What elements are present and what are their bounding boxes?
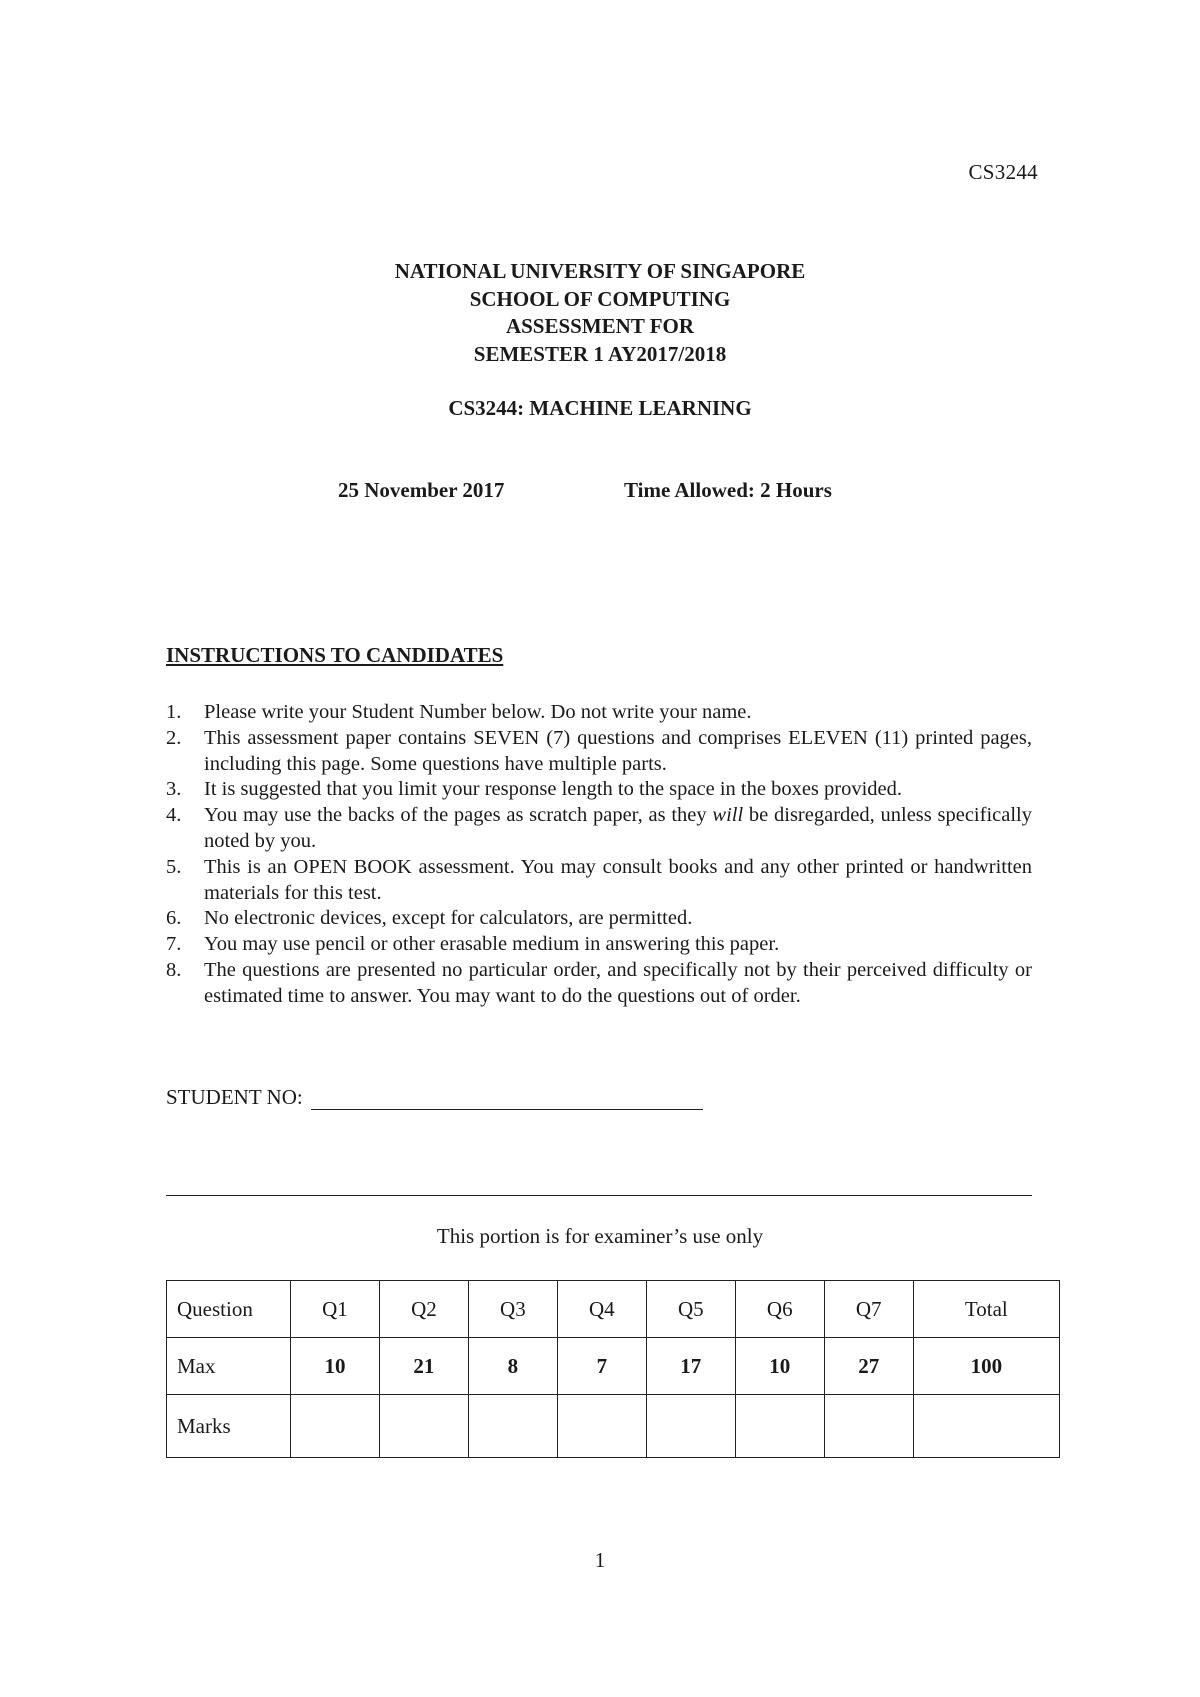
instruction-number: 1. <box>166 701 182 723</box>
exam-header <box>0 258 1200 368</box>
marks-cell-q5[interactable] <box>646 1395 735 1458</box>
course-title: CS3244: MACHINE LEARNING <box>448 396 752 420</box>
marks-cell-q2[interactable] <box>379 1395 468 1458</box>
instruction-text: This assessment paper contains SEVEN (7) questions and comprises ELEVEN (11) printed pages, including this page. Some questions have multiple parts. <box>204 726 1032 775</box>
max-total: 100 <box>913 1338 1059 1395</box>
time-allowed: Time Allowed: 2 Hours <box>624 478 832 502</box>
marks-cell-q3[interactable] <box>468 1395 557 1458</box>
instruction-number: 8. <box>166 958 182 981</box>
question-header-q5: Q5 <box>646 1281 735 1338</box>
marks-table <box>166 1280 1060 1458</box>
marks-row <box>167 1395 1060 1458</box>
instructions-list <box>166 700 1032 1010</box>
max-row <box>167 1338 1060 1395</box>
instruction-text: Please write your Student Number below. Do not write your name. <box>204 701 752 723</box>
student-number-blank[interactable] <box>311 1087 703 1110</box>
instruction-item <box>166 906 1032 932</box>
instruction-text: The questions are presented no particular order, and specifically not by their perceived difficulty or estimated time to answer. You may want to do the questions out of order. <box>204 958 1032 1007</box>
question-header-q3: Q3 <box>468 1281 557 1338</box>
section-divider <box>166 1195 1032 1196</box>
student-number-label: STUDENT NO: <box>166 1085 303 1109</box>
instruction-item <box>166 803 1032 855</box>
exam-date: 25 November 2017 <box>338 478 505 502</box>
student-number-field <box>166 1085 703 1110</box>
instruction-item <box>166 958 1032 1010</box>
examiner-note: This portion is for examiner’s use only <box>436 1224 764 1248</box>
instruction-number: 7. <box>166 933 182 956</box>
instruction-item <box>166 700 1032 726</box>
question-header-total: Total <box>913 1281 1059 1338</box>
page-number: 1 <box>594 1548 606 1572</box>
semester-label: SEMESTER 1 AY2017/2018 <box>473 341 727 366</box>
assessment-label: ASSESSMENT FOR <box>505 314 695 338</box>
university-name: NATIONAL UNIVERSITY OF SINGAPORE <box>394 259 806 283</box>
instruction-item <box>166 932 1032 958</box>
max-q1: 10 <box>291 1338 380 1395</box>
instructions-heading: INSTRUCTIONS TO CANDIDATES <box>166 643 504 667</box>
instruction-item <box>166 777 1032 803</box>
marks-cell-q7[interactable] <box>824 1395 913 1458</box>
instruction-number: 2. <box>166 726 182 749</box>
marks-label: Marks <box>167 1395 291 1458</box>
marks-cell-q6[interactable] <box>735 1395 824 1458</box>
marks-cell-q4[interactable] <box>557 1395 646 1458</box>
instruction-emphasis: will <box>712 804 744 827</box>
instruction-text: This is an OPEN BOOK assessment. You may consult books and any other printed or handwritten materials for this test. <box>204 855 1032 904</box>
instruction-number: 4. <box>166 804 182 827</box>
instruction-text: No electronic devices, except for calculators, are permitted. <box>204 907 693 930</box>
school-name: SCHOOL OF COMPUTING <box>469 286 731 311</box>
question-header-q1: Q1 <box>291 1281 380 1338</box>
max-q7: 27 <box>824 1338 913 1395</box>
question-row <box>167 1281 1060 1338</box>
question-label: Question <box>167 1281 291 1338</box>
instruction-text: You may use pencil or other erasable medium in answering this paper. <box>204 933 780 956</box>
question-header-q7: Q7 <box>824 1281 913 1338</box>
max-q2: 21 <box>379 1338 468 1395</box>
instruction-text-continued: be disregarded, unless specifically noted by you. <box>204 804 1032 852</box>
instruction-text: You may use the backs of the pages as scratch paper, as they <box>204 804 713 827</box>
instruction-item <box>166 855 1032 907</box>
instruction-number: 3. <box>166 778 182 801</box>
marks-cell-q1[interactable] <box>291 1395 380 1458</box>
instruction-item <box>166 726 1032 778</box>
max-q5: 17 <box>646 1338 735 1395</box>
max-q4: 7 <box>557 1338 646 1395</box>
max-q3: 8 <box>468 1338 557 1395</box>
question-header-q2: Q2 <box>379 1281 468 1338</box>
instruction-text: It is suggested that you limit your response length to the space in the boxes provided. <box>204 778 903 801</box>
instruction-number: 5. <box>166 855 182 878</box>
question-header-q6: Q6 <box>735 1281 824 1338</box>
max-label: Max <box>167 1338 291 1395</box>
max-q6: 10 <box>735 1338 824 1395</box>
course-code: CS3244 <box>968 160 1038 184</box>
instruction-number: 6. <box>166 907 182 930</box>
question-header-q4: Q4 <box>557 1281 646 1338</box>
marks-cell-total[interactable] <box>913 1395 1059 1458</box>
